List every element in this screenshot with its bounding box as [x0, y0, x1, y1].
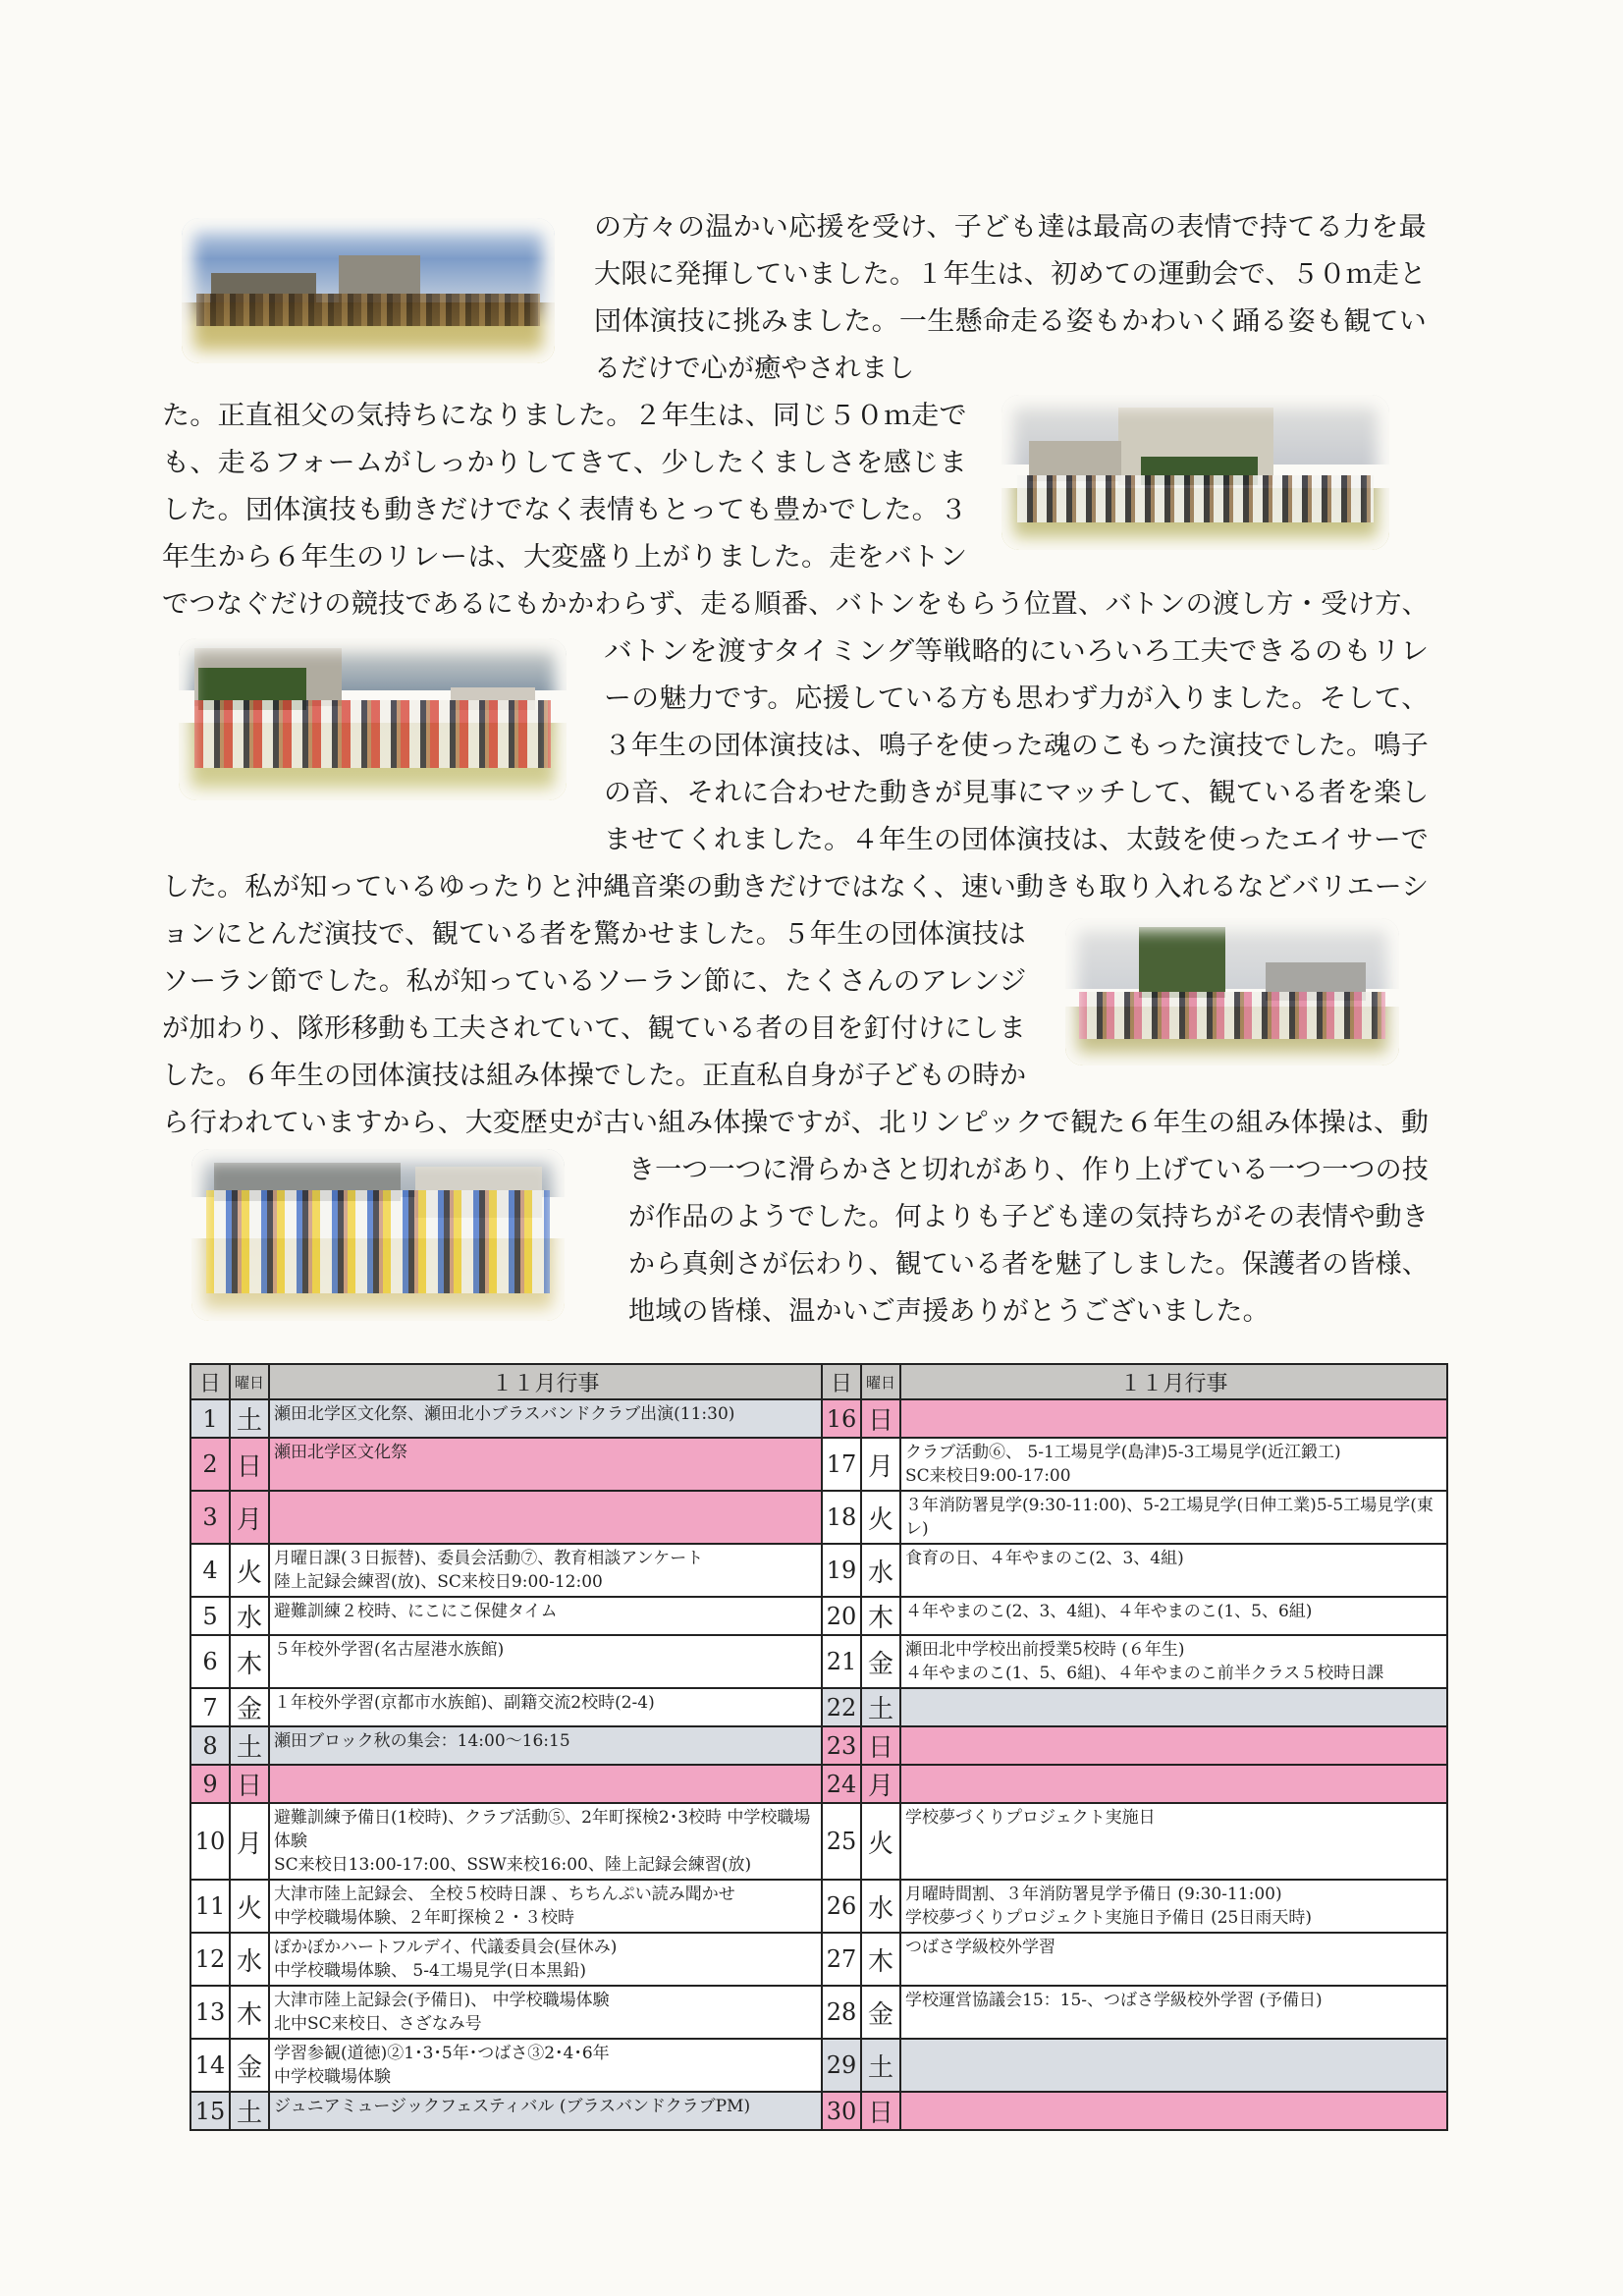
events-cell: １年校外学習(京都市水族館)、副籍交流2校時(2-4) [269, 1688, 822, 1726]
weekday-cell: 水 [861, 1880, 900, 1933]
events-cell [269, 1765, 822, 1803]
weekday-cell: 月 [861, 1438, 900, 1491]
article-line: ソーラン節でした。私が知っているソーラン節に、たくさんのアレンジ [162, 966, 1027, 997]
day-cell: 2 [190, 1438, 230, 1491]
events-cell: ぽかぽかハートフルデイ、代議委員会(昼休み) 中学校職場体験、 5-4工場見学(日本黒鉛) [269, 1933, 822, 1986]
article-line: き一つ一つに滑らかさと切れがあり、作り上げている一つ一つの技 [628, 1155, 1429, 1185]
events-cell [900, 1688, 1447, 1726]
table-row [190, 1726, 1447, 1765]
article-line: の音、それに合わせた動きが見事にマッチして、観ている者を楽し [604, 778, 1430, 808]
weekday-cell: 月 [230, 1803, 269, 1880]
day-cell: 11 [190, 1880, 230, 1933]
article-line: るだけで心が癒やされまし [594, 354, 915, 384]
header-weekday: 曜日 [861, 1364, 900, 1399]
events-cell: 月曜時間割、３年消防署見学予備日 (9:30-11:00) 学校夢づくりプロジェクト実施日予備日 (25日雨天時) [900, 1880, 1447, 1933]
weekday-cell: 日 [861, 2092, 900, 2130]
article-line: 団体演技に挑みました。一生懸命走る姿もかわいく踊る姿も観てい [594, 306, 1427, 337]
day-cell: 15 [190, 2092, 230, 2130]
article-line: した。団体演技も動きだけでなく表情もとっても豊かでした。３ [162, 495, 968, 525]
header-day: 日 [190, 1364, 230, 1399]
weekday-cell: 木 [861, 1597, 900, 1635]
events-cell: 月曜日課(３日振替)、委員会活動⑦、教育相談アンケート 陸上記録会練習(放)、SC来校日9:00-12:00 [269, 1544, 822, 1597]
events-cell: 学校運営協議会15：15-、つばさ学級校外学習 (予備日) [900, 1986, 1447, 2039]
article-line: ら行われていますから、大変歴史が古い組み体操ですが、北リンピックで観た６年生の組み体操は、動 [162, 1108, 1430, 1138]
table-row [190, 1597, 1447, 1635]
day-cell: 22 [822, 1688, 861, 1726]
weekday-cell: 金 [861, 1635, 900, 1688]
table-row [190, 2039, 1447, 2092]
table-row [190, 1688, 1447, 1726]
article-line: ョンにとんだ演技で、観ている者を驚かせました。５年生の団体演技は [162, 919, 1026, 950]
photo-sports-day-dance [182, 218, 555, 363]
article-line: 大限に発揮していました。１年生は、初めての運動会で、５０ｍ走と [594, 259, 1427, 290]
weekday-cell: 金 [230, 2039, 269, 2092]
day-cell: 4 [190, 1544, 230, 1597]
weekday-cell: 土 [861, 1688, 900, 1726]
table-row [190, 1803, 1447, 1880]
table-row [190, 1544, 1447, 1597]
events-cell: 瀬田北学区文化祭 [269, 1438, 822, 1491]
table-row [190, 1438, 1447, 1491]
events-cell: 瀬田北中学校出前授業5校時 (６年生) ４年やまのこ(1、5、6組)、４年やまのこ前半クラス５校時日課 [900, 1635, 1447, 1688]
events-cell: 瀬田北学区文化祭、瀬田北小ブラスバンドクラブ出演(11:30) [269, 1399, 822, 1438]
day-cell: 26 [822, 1880, 861, 1933]
weekday-cell: 水 [230, 1933, 269, 1986]
weekday-cell: 金 [861, 1986, 900, 2039]
article-line: 地域の皆様、温かいご声援ありがとうございました。 [628, 1296, 1270, 1327]
november-events-table [189, 1363, 1448, 2131]
article-line: から真剣さが伝わり、観ている者を魅了しました。保護者の皆様、 [628, 1249, 1429, 1280]
weekday-cell: 土 [230, 1726, 269, 1765]
events-cell: 学習参観(道徳)②1･3･5年･つばさ③2･4･6年 中学校職場体験 [269, 2039, 822, 2092]
day-cell: 6 [190, 1635, 230, 1688]
day-cell: 29 [822, 2039, 861, 2092]
weekday-cell: 火 [230, 1880, 269, 1933]
events-cell [900, 2092, 1447, 2130]
article-line: 年生から６年生のリレーは、大変盛り上がりました。走をバトン [162, 542, 968, 573]
day-cell: 8 [190, 1726, 230, 1765]
table-row [190, 1635, 1447, 1688]
weekday-cell: 火 [230, 1544, 269, 1597]
day-cell: 10 [190, 1803, 230, 1880]
day-cell: 1 [190, 1399, 230, 1438]
day-cell: 17 [822, 1438, 861, 1491]
events-cell: クラブ活動⑥、 5-1工場見学(島津)5-3工場見学(近江鍛工) SC来校日9:00-17:00 [900, 1438, 1447, 1491]
day-cell: 18 [822, 1491, 861, 1544]
table-row [190, 1765, 1447, 1803]
weekday-cell: 土 [230, 2092, 269, 2130]
events-cell: ５年校外学習(名古屋港水族館) [269, 1635, 822, 1688]
events-cell: ４年やまのこ(2、3、4組)、４年やまのこ(1、5、6組) [900, 1597, 1447, 1635]
day-cell: 27 [822, 1933, 861, 1986]
header-events: １１月行事 [269, 1364, 822, 1399]
weekday-cell: 日 [861, 1399, 900, 1438]
day-cell: 9 [190, 1765, 230, 1803]
table-row [190, 1399, 1447, 1438]
day-cell: 28 [822, 1986, 861, 2039]
weekday-cell: 金 [230, 1688, 269, 1726]
day-cell: 3 [190, 1491, 230, 1544]
article-line: た。正直祖父の気持ちになりました。２年生は、同じ５０ｍ走で [162, 401, 967, 431]
weekday-cell: 火 [861, 1803, 900, 1880]
weekday-cell: 日 [230, 1438, 269, 1491]
events-cell: ３年消防署見学(9:30-11:00)、5-2工場見学(日伸工業)5-5工場見学(東レ) [900, 1491, 1447, 1544]
table-row [190, 1880, 1447, 1933]
article-line: が作品のようでした。何よりも子ども達の気持ちがその表情や動き [628, 1202, 1429, 1232]
weekday-cell: 日 [861, 1726, 900, 1765]
article-line: した。６年生の団体演技は組み体操でした。正直私自身が子どもの時か [162, 1061, 1027, 1091]
day-cell: 25 [822, 1803, 861, 1880]
weekday-cell: 土 [230, 1399, 269, 1438]
events-cell: 避難訓練予備日(1校時)、クラブ活動⑤、2年町探検2･3校時 中学校職場体験 SC来校日13:00-17:00、SSW来校16:00、陸上記録会練習(放) [269, 1803, 822, 1880]
article-line: ーの魅力です。応援している方も思わず力が入りました。そして、 [604, 683, 1430, 714]
article-line: した。私が知っているゆったりと沖縄音楽の動きだけではなく、速い動きも取り入れるなどバリエーシ [162, 872, 1430, 902]
weekday-cell: 水 [861, 1544, 900, 1597]
events-cell: 大津市陸上記録会(予備日)、 中学校職場体験 北中SC来校日、さざなみ号 [269, 1986, 822, 2039]
weekday-cell: 木 [230, 1635, 269, 1688]
day-cell: 30 [822, 2092, 861, 2130]
table-row [190, 1491, 1447, 1544]
events-cell [900, 1399, 1447, 1438]
weekday-cell: 火 [861, 1491, 900, 1544]
day-cell: 5 [190, 1597, 230, 1635]
day-cell: 14 [190, 2039, 230, 2092]
day-cell: 13 [190, 1986, 230, 2039]
events-cell [269, 1491, 822, 1544]
article-line: ３年生の団体演技は、鳴子を使った魂のこもった演技でした。鳴子 [604, 731, 1429, 761]
table-row [190, 1986, 1447, 2039]
weekday-cell: 木 [230, 1986, 269, 2039]
header-weekday: 曜日 [230, 1364, 269, 1399]
header-day: 日 [822, 1364, 861, 1399]
day-cell: 7 [190, 1688, 230, 1726]
article-line: ませてくれました。４年生の団体演技は、太鼓を使ったエイサーで [604, 825, 1429, 855]
weekday-cell: 土 [861, 2039, 900, 2092]
day-cell: 21 [822, 1635, 861, 1688]
events-cell: 学校夢づくりプロジェクト実施日 [900, 1803, 1447, 1880]
table-header-row [190, 1364, 1447, 1399]
table-row [190, 1933, 1447, 1986]
article-line: の方々の温かい応援を受け、子ども達は最高の表情で持てる力を最 [594, 212, 1427, 243]
day-cell: 16 [822, 1399, 861, 1438]
events-cell: ジュニアミュージックフェスティバル (ブラスバンドクラブPM) [269, 2092, 822, 2130]
photo-sports-day-eisa [179, 638, 567, 800]
photo-sports-day-naruko [1001, 395, 1389, 550]
weekday-cell: 日 [230, 1765, 269, 1803]
photo-sports-day-gymnastics [191, 1149, 565, 1321]
events-cell [900, 1765, 1447, 1803]
day-cell: 12 [190, 1933, 230, 1986]
events-cell: 食育の日、４年やまのこ(2、3、4組) [900, 1544, 1447, 1597]
table-row [190, 2092, 1447, 2130]
events-cell [900, 2039, 1447, 2092]
events-cell [900, 1726, 1447, 1765]
weekday-cell: 月 [230, 1491, 269, 1544]
article-line: も、走るフォームがしっかりしてきて、少したくましさを感じま [162, 448, 967, 478]
events-cell: つばさ学級校外学習 [900, 1933, 1447, 1986]
day-cell: 19 [822, 1544, 861, 1597]
day-cell: 23 [822, 1726, 861, 1765]
events-cell: 瀬田ブロック秋の集会：14:00～16:15 [269, 1726, 822, 1765]
day-cell: 24 [822, 1765, 861, 1803]
weekday-cell: 木 [861, 1933, 900, 1986]
header-events: １１月行事 [900, 1364, 1447, 1399]
day-cell: 20 [822, 1597, 861, 1635]
article-line: でつなぐだけの競技であるにもかかわらず、走る順番、バトンをもらう位置、バトンの渡し方・受け方、 [162, 589, 1430, 620]
photo-sports-day-soran [1065, 918, 1399, 1066]
events-cell: 避難訓練２校時、にこにこ保健タイム [269, 1597, 822, 1635]
article-line: が加わり、隊形移動も工夫されていて、観ている者の目を釘付けにしま [162, 1013, 1026, 1044]
weekday-cell: 月 [861, 1765, 900, 1803]
article-line: バトンを渡すタイミング等戦略的にいろいろ工夫できるのもリレ [604, 636, 1430, 667]
events-cell: 大津市陸上記録会、 全校５校時日課 、ちちんぷい読み聞かせ 中学校職場体験、２年町探検２・３校時 [269, 1880, 822, 1933]
weekday-cell: 水 [230, 1597, 269, 1635]
